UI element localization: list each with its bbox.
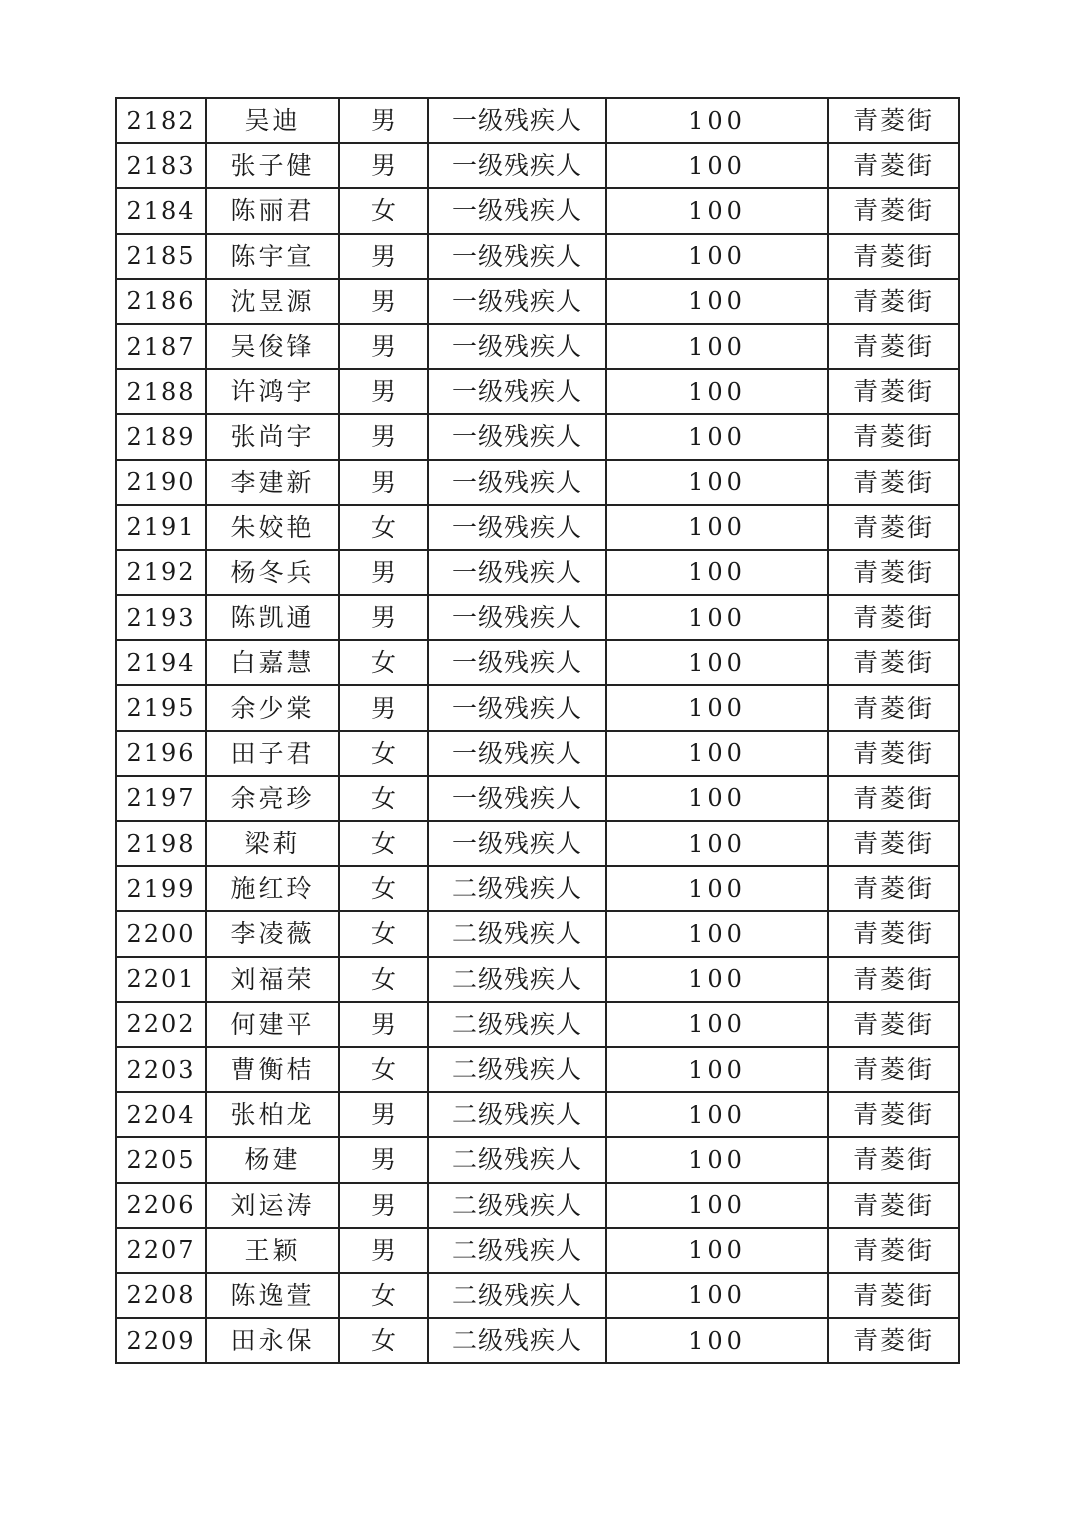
person-name-cell: 张尚宇 [206,414,339,459]
street-cell: 青菱街 [828,595,959,640]
disability-level-cell: 一级残疾人 [428,550,606,595]
gender-cell: 男 [339,460,428,505]
subsidy-amount-cell: 100 [606,595,828,640]
table-row [116,957,959,1002]
serial-number-cell: 2207 [116,1228,206,1273]
gender-cell: 男 [339,1137,428,1182]
disability-level-cell: 二级残疾人 [428,1092,606,1137]
subsidy-amount-cell: 100 [606,98,828,143]
subsidy-amount-cell: 100 [606,414,828,459]
gender-cell: 女 [339,1273,428,1318]
serial-number-cell: 2201 [116,957,206,1002]
table-row [116,1137,959,1182]
street-cell: 青菱街 [828,866,959,911]
serial-number-cell: 2209 [116,1318,206,1363]
person-name-cell: 李凌薇 [206,911,339,956]
serial-number-cell: 2183 [116,143,206,188]
table-row [116,460,959,505]
serial-number-cell: 2182 [116,98,206,143]
person-name-cell: 杨冬兵 [206,550,339,595]
gender-cell: 女 [339,1047,428,1092]
disability-level-cell: 一级残疾人 [428,143,606,188]
subsidy-amount-cell: 100 [606,324,828,369]
street-cell: 青菱街 [828,1228,959,1273]
street-cell: 青菱街 [828,414,959,459]
person-name-cell: 田永保 [206,1318,339,1363]
street-cell: 青菱街 [828,685,959,730]
table-row [116,369,959,414]
street-cell: 青菱街 [828,505,959,550]
person-name-cell: 白嘉慧 [206,640,339,685]
subsidy-amount-cell: 100 [606,1183,828,1228]
table-row [116,1002,959,1047]
table-row [116,1273,959,1318]
table-row [116,188,959,233]
disability-level-cell: 一级残疾人 [428,188,606,233]
person-name-cell: 曹衡桔 [206,1047,339,1092]
subsidy-amount-cell: 100 [606,188,828,233]
person-name-cell: 许鸿宇 [206,369,339,414]
disability-level-cell: 二级残疾人 [428,957,606,1002]
gender-cell: 女 [339,505,428,550]
subsidy-amount-cell: 100 [606,776,828,821]
subsidy-amount-cell: 100 [606,1137,828,1182]
disability-level-cell: 二级残疾人 [428,866,606,911]
person-name-cell: 陈逸萱 [206,1273,339,1318]
gender-cell: 女 [339,957,428,1002]
gender-cell: 男 [339,98,428,143]
subsidy-amount-cell: 100 [606,685,828,730]
serial-number-cell: 2202 [116,1002,206,1047]
gender-cell: 男 [339,1183,428,1228]
disability-level-cell: 一级残疾人 [428,821,606,866]
table-row [116,1183,959,1228]
disability-level-cell: 一级残疾人 [428,505,606,550]
street-cell: 青菱街 [828,911,959,956]
street-cell: 青菱街 [828,324,959,369]
person-name-cell: 余少棠 [206,685,339,730]
gender-cell: 男 [339,324,428,369]
street-cell: 青菱街 [828,369,959,414]
street-cell: 青菱街 [828,550,959,595]
serial-number-cell: 2199 [116,866,206,911]
disability-level-cell: 二级残疾人 [428,1047,606,1092]
street-cell: 青菱街 [828,98,959,143]
subsidy-amount-cell: 100 [606,957,828,1002]
serial-number-cell: 2198 [116,821,206,866]
street-cell: 青菱街 [828,1047,959,1092]
serial-number-cell: 2191 [116,505,206,550]
gender-cell: 男 [339,234,428,279]
gender-cell: 女 [339,821,428,866]
table-row [116,98,959,143]
subsidy-amount-cell: 100 [606,550,828,595]
disability-level-cell: 二级残疾人 [428,1137,606,1182]
street-cell: 青菱街 [828,640,959,685]
street-cell: 青菱街 [828,1183,959,1228]
serial-number-cell: 2200 [116,911,206,956]
subsidy-amount-cell: 100 [606,143,828,188]
subsidy-amount-cell: 100 [606,279,828,324]
disability-level-cell: 二级残疾人 [428,1228,606,1273]
table-row [116,279,959,324]
subsidy-amount-cell: 100 [606,1002,828,1047]
gender-cell: 男 [339,414,428,459]
person-name-cell: 杨建 [206,1137,339,1182]
street-cell: 青菱街 [828,234,959,279]
person-name-cell: 王颖 [206,1228,339,1273]
gender-cell: 男 [339,1002,428,1047]
person-name-cell: 田子君 [206,731,339,776]
table-row [116,143,959,188]
subsidy-amount-cell: 100 [606,1228,828,1273]
disability-level-cell: 二级残疾人 [428,1002,606,1047]
serial-number-cell: 2184 [116,188,206,233]
subsidy-amount-cell: 100 [606,821,828,866]
gender-cell: 女 [339,640,428,685]
table-row [116,550,959,595]
serial-number-cell: 2185 [116,234,206,279]
subsidy-roster-table [115,97,960,1364]
person-name-cell: 张柏龙 [206,1092,339,1137]
person-name-cell: 陈丽君 [206,188,339,233]
serial-number-cell: 2187 [116,324,206,369]
disability-level-cell: 一级残疾人 [428,414,606,459]
person-name-cell: 吴俊锋 [206,324,339,369]
person-name-cell: 何建平 [206,1002,339,1047]
gender-cell: 男 [339,685,428,730]
table-row [116,414,959,459]
street-cell: 青菱街 [828,143,959,188]
street-cell: 青菱街 [828,460,959,505]
disability-level-cell: 二级残疾人 [428,1318,606,1363]
serial-number-cell: 2203 [116,1047,206,1092]
table-row [116,1092,959,1137]
table-row [116,505,959,550]
person-name-cell: 陈宇宣 [206,234,339,279]
subsidy-amount-cell: 100 [606,234,828,279]
disability-level-cell: 一级残疾人 [428,640,606,685]
table-row [116,685,959,730]
person-name-cell: 陈凯通 [206,595,339,640]
disability-level-cell: 一级残疾人 [428,234,606,279]
street-cell: 青菱街 [828,188,959,233]
disability-level-cell: 一级残疾人 [428,685,606,730]
gender-cell: 男 [339,369,428,414]
subsidy-amount-cell: 100 [606,640,828,685]
gender-cell: 女 [339,188,428,233]
street-cell: 青菱街 [828,776,959,821]
person-name-cell: 沈昱源 [206,279,339,324]
subsidy-amount-cell: 100 [606,505,828,550]
person-name-cell: 梁莉 [206,821,339,866]
street-cell: 青菱街 [828,957,959,1002]
street-cell: 青菱街 [828,1092,959,1137]
gender-cell: 女 [339,731,428,776]
disability-level-cell: 二级残疾人 [428,1183,606,1228]
street-cell: 青菱街 [828,731,959,776]
table-row [116,731,959,776]
disability-level-cell: 一级残疾人 [428,776,606,821]
serial-number-cell: 2194 [116,640,206,685]
table-row [116,234,959,279]
street-cell: 青菱街 [828,1137,959,1182]
subsidy-amount-cell: 100 [606,1092,828,1137]
serial-number-cell: 2205 [116,1137,206,1182]
gender-cell: 女 [339,776,428,821]
serial-number-cell: 2208 [116,1273,206,1318]
disability-level-cell: 二级残疾人 [428,1273,606,1318]
serial-number-cell: 2186 [116,279,206,324]
person-name-cell: 朱姣艳 [206,505,339,550]
gender-cell: 女 [339,1318,428,1363]
disability-level-cell: 一级残疾人 [428,98,606,143]
street-cell: 青菱街 [828,1002,959,1047]
table-row [116,1228,959,1273]
subsidy-amount-cell: 100 [606,1318,828,1363]
person-name-cell: 施红玲 [206,866,339,911]
roster-body [116,98,959,1363]
table-row [116,911,959,956]
subsidy-amount-cell: 100 [606,731,828,776]
subsidy-amount-cell: 100 [606,1273,828,1318]
serial-number-cell: 2206 [116,1183,206,1228]
person-name-cell: 余亮珍 [206,776,339,821]
serial-number-cell: 2190 [116,460,206,505]
table-row [116,821,959,866]
street-cell: 青菱街 [828,1318,959,1363]
person-name-cell: 刘运涛 [206,1183,339,1228]
table-row [116,1047,959,1092]
subsidy-amount-cell: 100 [606,911,828,956]
gender-cell: 男 [339,550,428,595]
person-name-cell: 刘福荣 [206,957,339,1002]
gender-cell: 男 [339,143,428,188]
gender-cell: 男 [339,1092,428,1137]
subsidy-amount-cell: 100 [606,866,828,911]
street-cell: 青菱街 [828,1273,959,1318]
gender-cell: 女 [339,911,428,956]
disability-level-cell: 一级残疾人 [428,731,606,776]
disability-level-cell: 一级残疾人 [428,279,606,324]
subsidy-amount-cell: 100 [606,1047,828,1092]
person-name-cell: 吴迪 [206,98,339,143]
disability-level-cell: 一级残疾人 [428,460,606,505]
street-cell: 青菱街 [828,279,959,324]
subsidy-amount-cell: 100 [606,369,828,414]
table-row [116,324,959,369]
table-row [116,866,959,911]
serial-number-cell: 2193 [116,595,206,640]
disability-level-cell: 一级残疾人 [428,595,606,640]
serial-number-cell: 2195 [116,685,206,730]
serial-number-cell: 2192 [116,550,206,595]
subsidy-amount-cell: 100 [606,460,828,505]
disability-level-cell: 一级残疾人 [428,369,606,414]
gender-cell: 男 [339,595,428,640]
table-row [116,776,959,821]
serial-number-cell: 2197 [116,776,206,821]
table-row [116,595,959,640]
disability-level-cell: 一级残疾人 [428,324,606,369]
person-name-cell: 张子健 [206,143,339,188]
table-row [116,1318,959,1363]
serial-number-cell: 2189 [116,414,206,459]
gender-cell: 女 [339,866,428,911]
person-name-cell: 李建新 [206,460,339,505]
gender-cell: 男 [339,279,428,324]
serial-number-cell: 2204 [116,1092,206,1137]
gender-cell: 男 [339,1228,428,1273]
disability-level-cell: 二级残疾人 [428,911,606,956]
serial-number-cell: 2188 [116,369,206,414]
street-cell: 青菱街 [828,821,959,866]
serial-number-cell: 2196 [116,731,206,776]
table-row [116,640,959,685]
